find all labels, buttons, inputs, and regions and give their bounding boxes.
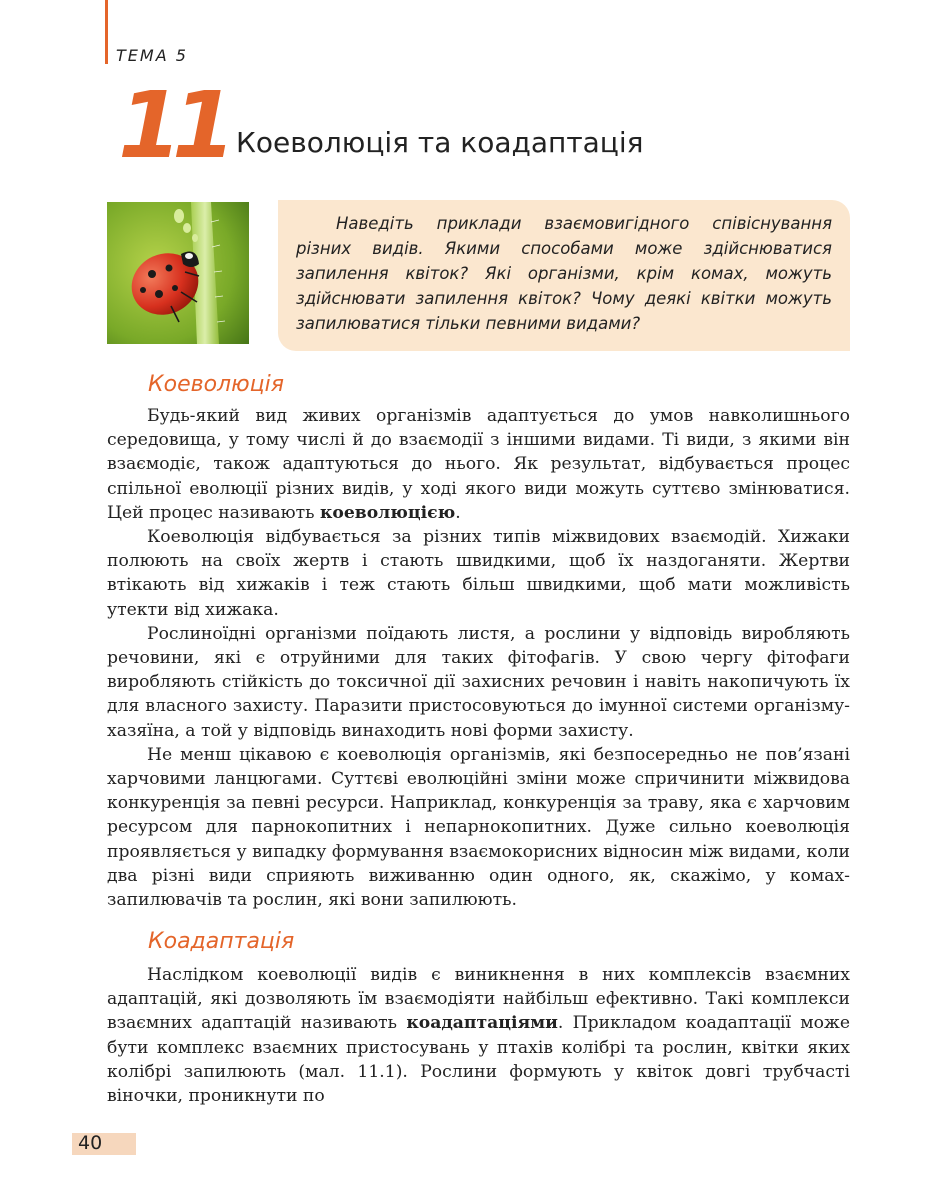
paragraph: Будь-який вид живих організмів адаптується до умов навколишнього середовища, у тому числі й до взаємодії з іншими видами. Ті види, з якими він взаємодіє, також адаптуються до нього. Як результат, відбувається процес спільної еволюції різних видів, у ході якого види можуть суттєво змінюватися. Цей процес називають коеволюцією. [107, 406, 850, 523]
topic-accent-bar [105, 0, 108, 64]
section-heading-coevolution: Коеволюція [148, 372, 284, 397]
paragraph: Наслідком коеволюції видів є виникнення в них комплексів взаємних адаптацій, які дозволяють їм взаємодіяти найбільш ефективно. Такі комплекси взаємних адаптацій називають коадаптаціями. Прикладом коадаптації може бути комплекс взаємних пристосувань у птахів колібрі та рослин, квітки яких колібрі запилюють (мал. 11.1). Рослини формують у квіток довгі трубчасті віночки, проникнути по [107, 965, 850, 1107]
paragraph: Не менш цікавою є коеволюція організмів, які безпосередньо не пов’язані харчовими ланцюгами. Суттєві еволюційні зміни може спричинити міжвидова конкуренція за певні ресурси. Наприклад, конкуренція за траву, яка є харчовим ресурсом для парнокопитних і непарнокопитних. Дуже сильно коеволюція проявляється у випадку формування взаємокорисних відносин між видами, коли два різні види сприяють виживанню один одного, як, скажімо, у комах-запилювачів та рослин, які вони запилюють. [107, 744, 851, 911]
section-heading-coadaptation: Коадаптація [148, 929, 295, 954]
topic-label: ТЕМА 5 [116, 46, 188, 65]
lesson-title: Коеволюція та коадаптація [236, 126, 644, 159]
page-number-box [72, 1133, 136, 1155]
term-coevolution: коеволюцією [319, 502, 456, 523]
ladybug-photo [107, 202, 249, 344]
page-number: 40 [78, 1132, 103, 1154]
paragraph: Рослиноїдні організми поїдають листя, а рослини у відповідь виробляють речовини, які є отруйними для таких фітофагів. У свою чергу фітофаги виробляють стійкість до токсичної дії захисних речовин і навіть накопичують їх для власного захисту. Паразити пристосовуються до імунної системи організму-хазяїна, а той у відповідь винаходить нові форми захисту. [107, 623, 850, 741]
paragraph: Коеволюція відбувається за різних типів міжвидових взаємодій. Хижаки полюють на своїх жертв і стають швидкими, щоб їх наздоганяти. Жертви втікають від хижаків і теж стають більш швидкими, щоб мати можливість утекти від хижака. [107, 527, 850, 620]
coadaptation-text [107, 963, 850, 1108]
lesson-number: 11 [118, 72, 227, 179]
question-box [278, 200, 850, 351]
term-coadaptation: коадаптаціями [406, 1013, 558, 1034]
coevolution-text [107, 404, 850, 912]
question-text: Наведіть приклади взаємовигідного співіснування різних видів. Якими способами може здійснюватися запилення квіток? Які організми, крім комах, можуть здійснювати запилення квіток? Чому деякі квітки можуть запилюватися тільки певними видами? [296, 214, 832, 333]
